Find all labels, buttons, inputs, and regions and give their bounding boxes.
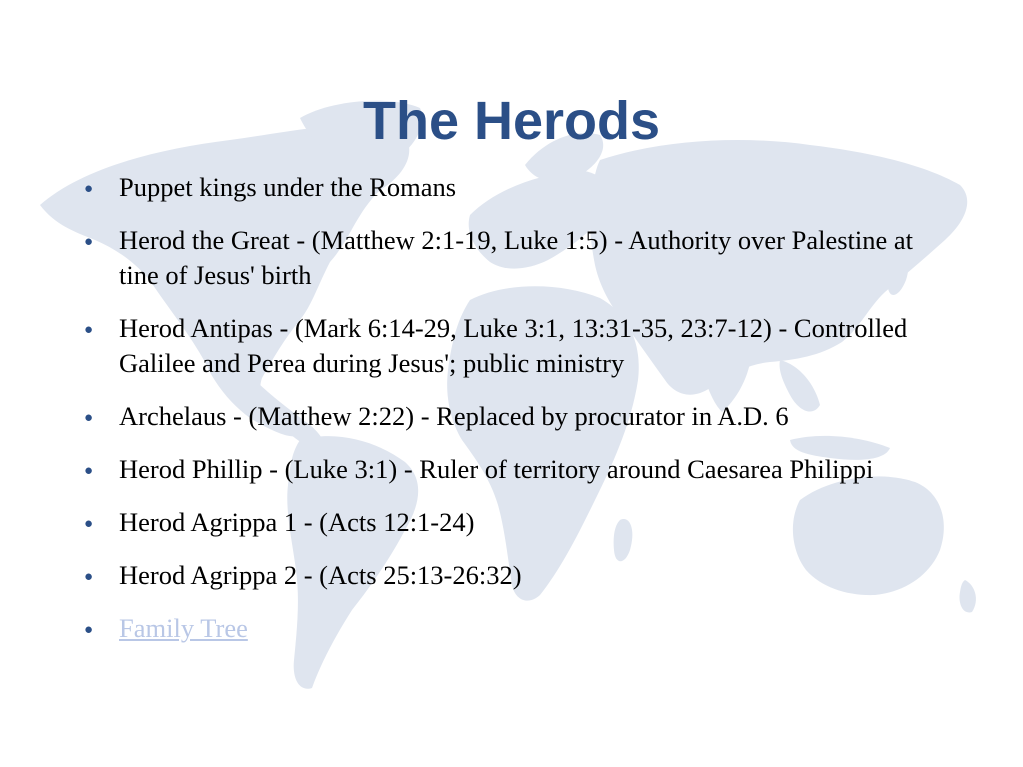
bullet-dot-icon: ● (84, 463, 94, 479)
bullet-dot-icon: ● (84, 622, 94, 638)
list-item (84, 611, 914, 646)
bullet-dot-icon: ● (84, 322, 94, 338)
bullet-dot-icon: ● (84, 569, 94, 585)
new-zealand-shape (960, 580, 976, 612)
bullet-dot-icon: ● (84, 181, 94, 197)
bullet-dot-icon: ● (84, 516, 94, 532)
bullet-dot-icon: ● (84, 410, 94, 426)
list-item (84, 311, 914, 381)
list-item (84, 223, 914, 293)
bullet-text: Herod Phillip - (Luke 3:1) - Ruler of territory around Caesarea Philippi (119, 454, 874, 484)
bullet-text: Herod Agrippa 2 - (Acts 25:13-26:32) (119, 560, 522, 590)
list-item (84, 452, 914, 487)
bullet-text: Archelaus - (Matthew 2:22) - Replaced by procurator in A.D. 6 (119, 401, 789, 431)
family-tree-link[interactable]: Family Tree (119, 613, 248, 643)
list-item (84, 505, 914, 540)
bullet-text: Herod Antipas - (Mark 6:14-29, Luke 3:1, 13:31-35, 23:7-12) - Controlled Galilee and Perea during Jesus'; public ministry (119, 313, 908, 378)
list-item (84, 170, 914, 205)
list-item (84, 399, 914, 434)
bullet-dot-icon: ● (84, 234, 94, 250)
bullet-list (84, 170, 914, 664)
bullet-text: Herod the Great - (Matthew 2:1-19, Luke 1:5) - Authority over Palestine at tine of Jesus' birth (119, 225, 914, 290)
bullet-text: Puppet kings under the Romans (119, 172, 457, 202)
bullet-text: Herod Agrippa 1 - (Acts 12:1-24) (119, 507, 475, 537)
slide-title: The Herods (362, 91, 661, 151)
list-item (84, 558, 914, 593)
